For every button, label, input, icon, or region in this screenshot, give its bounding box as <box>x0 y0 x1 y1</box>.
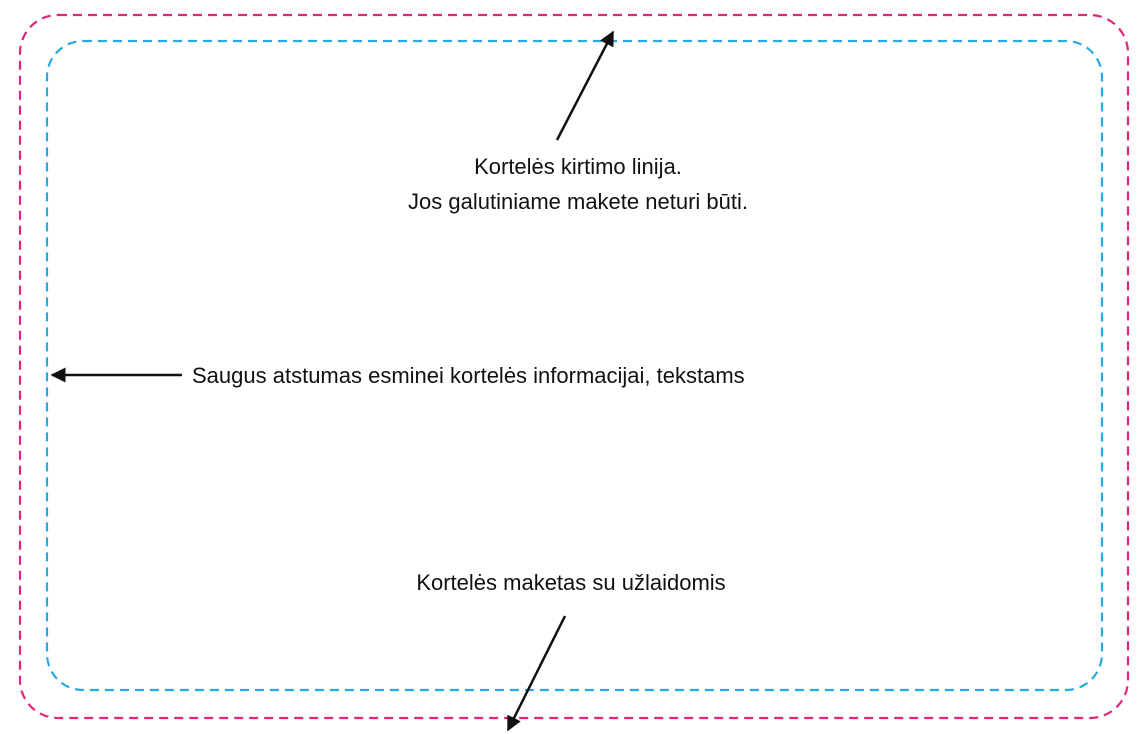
bleed-layout-label: Kortelės maketas su užlaidomis <box>416 570 726 595</box>
cut-line-arrow <box>557 32 613 140</box>
safe-zone-label: Saugus atstumas esminei kortelės informacijai, tekstams <box>192 363 745 388</box>
cut-line-label-line1: Kortelės kirtimo linija. <box>474 154 682 179</box>
bleed-layout-arrow <box>508 616 565 730</box>
cut-line-label-line2: Jos galutiniame makete neturi būti. <box>408 189 748 214</box>
